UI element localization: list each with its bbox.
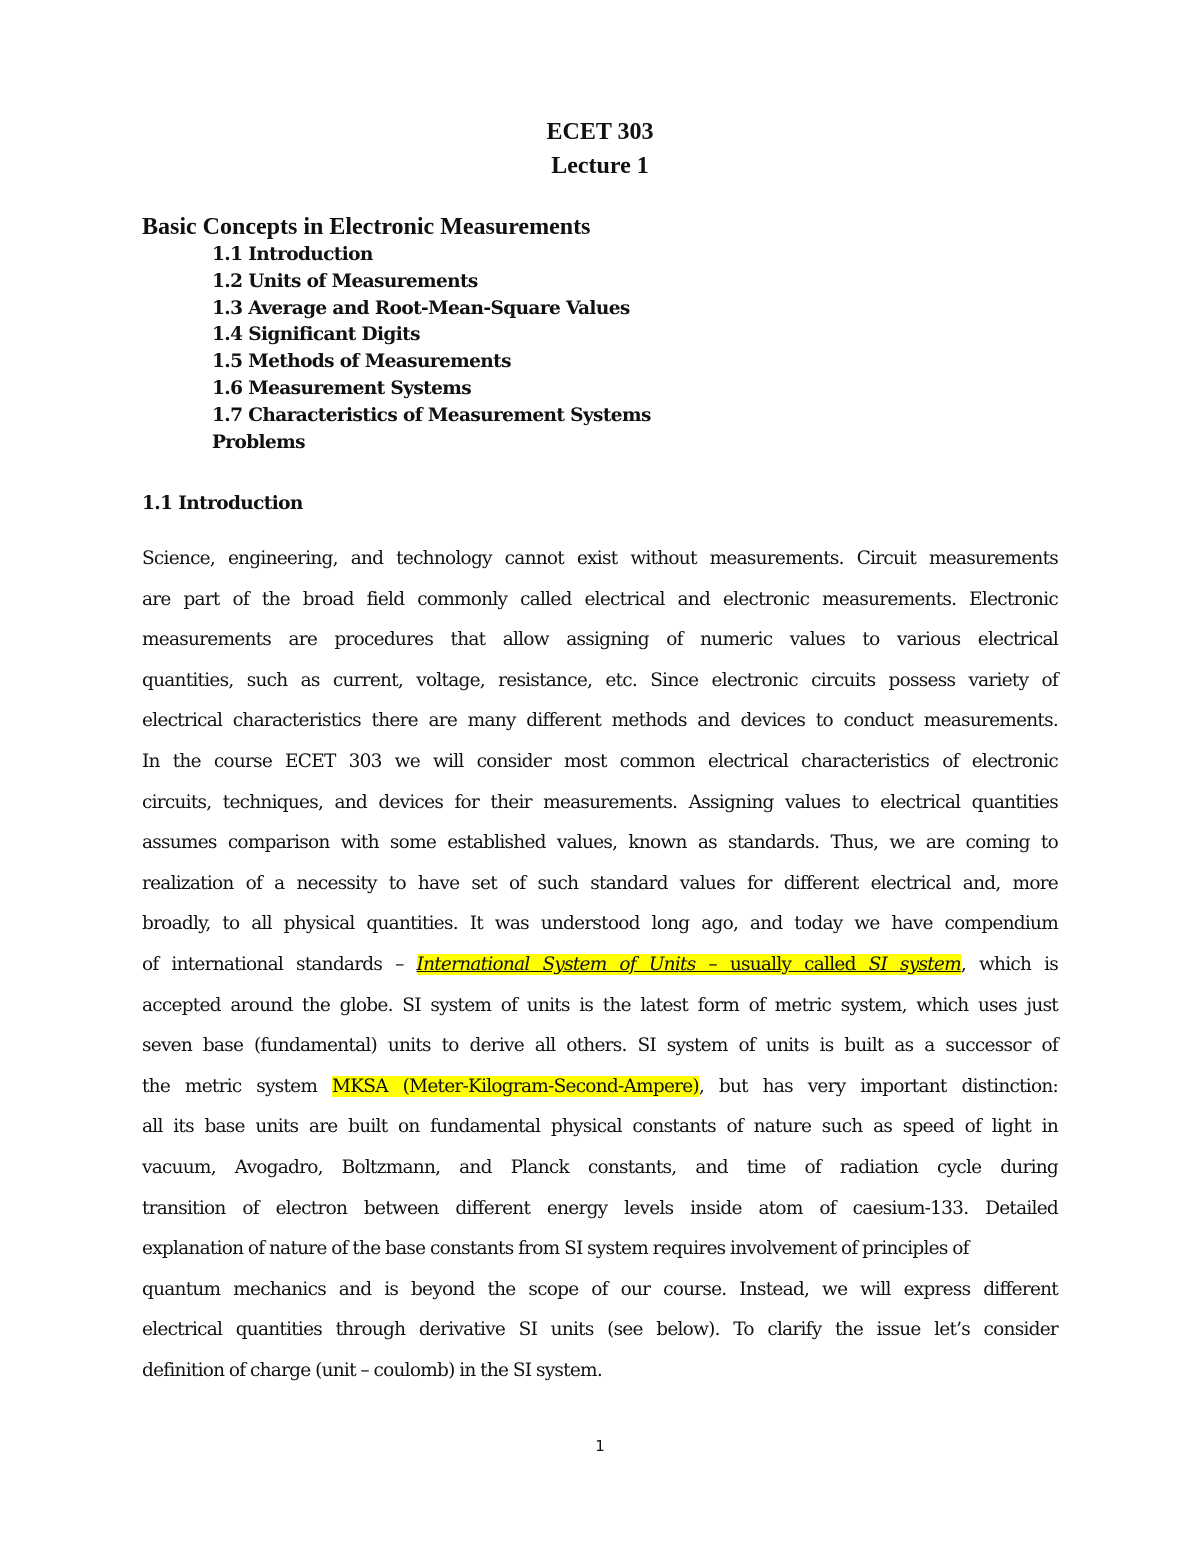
course-title: ECET 303 (546, 119, 654, 145)
text-line: broadly, to all physical quantities. It was understood long ago, and today we have compendium (142, 913, 1058, 935)
text-line: Science, engineering, and technology cannot exist without measurements. Circuit measurements (142, 548, 1058, 569)
toc-item: 1.5 Methods of Measurements (212, 351, 511, 373)
text-line: explanation of nature of the base constants from SI system requires involvement of principles of (142, 1238, 969, 1260)
text-line: transition of electron between different energy levels inside atom of caesium-133. Detailed (142, 1197, 1058, 1219)
text-line: circuits, techniques, and devices for their measurements. Assigning values to electrical quantities (142, 791, 1058, 813)
toc-item: 1.7 Characteristics of Measurement Systems (212, 404, 651, 426)
section-heading: 1.1 Introduction (142, 493, 303, 514)
text-line: vacuum, Avogadro, Boltzmann, and Planck constants, and time of radiation cycle during (142, 1156, 1058, 1178)
text-line: quantum mechanics and is beyond the scope of our course. Instead, we will express different (142, 1278, 1058, 1300)
text-line: In the course ECET 303 we will consider most common electrical characteristics of electronic (142, 750, 1058, 772)
text-line: electrical characteristics there are many different methods and devices to conduct measurements. (142, 710, 1058, 732)
text-line: accepted around the globe. SI system of units is the latest form of metric system, which uses just (142, 994, 1058, 1016)
toc-item: 1.4 Significant Digits (212, 324, 420, 346)
text-segment: the metric system (142, 1075, 333, 1097)
mksa-highlight: MKSA (Meter-Kilogram-Second-Ampere) (332, 1075, 699, 1097)
text-segment: of international standards – (142, 953, 417, 975)
title-block (0, 115, 1200, 183)
text-line: definition of charge (unit – coulomb) in the SI system. (142, 1359, 602, 1381)
text-line: measurements are procedures that allow assigning of numeric values to various electrical (142, 629, 1058, 651)
text-line: realization of a necessity to have set of such standard values for different electrical and, more (142, 872, 1058, 894)
table-of-contents (212, 242, 651, 456)
text-line: assumes comparison with some established values, known as standards. Thus, we are coming to (142, 832, 1058, 854)
toc-item: 1.6 Measurement Systems (212, 377, 472, 399)
text-line: quantities, such as current, voltage, resistance, etc. Since electronic circuits possess variety of (142, 669, 1058, 691)
text-segment: , which is (960, 953, 1058, 975)
text-line (142, 1067, 1058, 1108)
toc-item: 1.1 Introduction (212, 244, 373, 265)
toc-item: Problems (212, 431, 305, 453)
text-line: all its base units are built on fundamental physical constants of nature such as speed of light in (142, 1116, 1058, 1138)
text-line: are part of the broad field commonly called electrical and electronic measurements. Electronic (142, 588, 1058, 610)
body-paragraph (142, 539, 1058, 1391)
lecture-title: Lecture 1 (551, 153, 649, 179)
toc-item: 1.3 Average and Root-Mean-Square Values (212, 297, 630, 319)
chapter-title: Basic Concepts in Electronic Measurements (142, 214, 591, 240)
si-system-link[interactable]: International System of Units – usually called SI system (416, 953, 961, 975)
text-line (142, 945, 1058, 986)
page-number: 1 (595, 1437, 605, 1455)
text-line: seven base (fundamental) units to derive all others. SI system of units is built as a successor of (142, 1035, 1058, 1057)
text-line: electrical quantities through derivative SI units (see below). To clarify the issue let’s consider (142, 1319, 1058, 1341)
text-segment: , but has very important distinction: (698, 1075, 1058, 1097)
toc-item: 1.2 Units of Measurements (212, 270, 478, 292)
